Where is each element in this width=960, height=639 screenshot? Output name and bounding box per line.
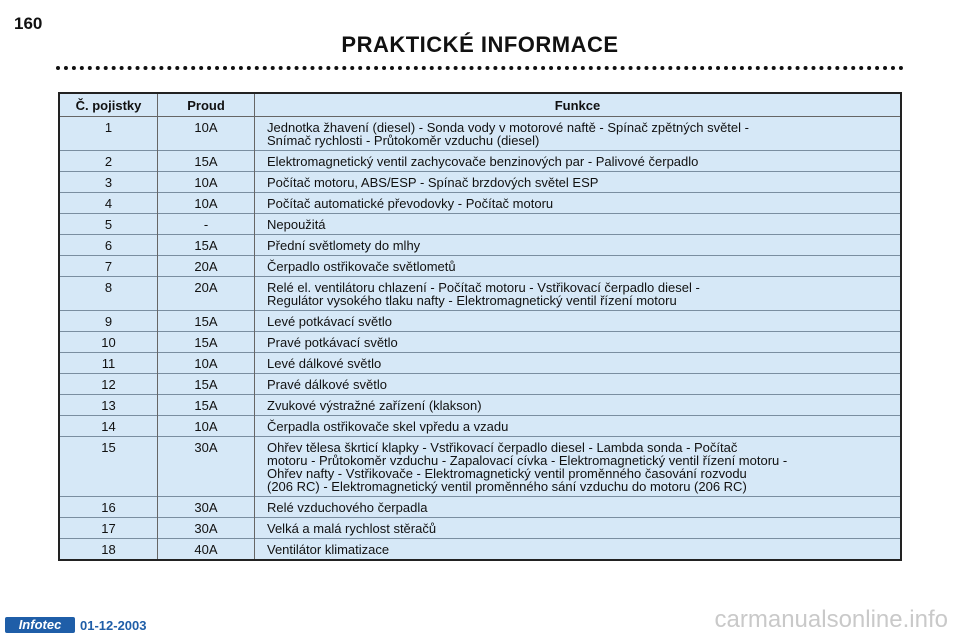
fuse-function <box>255 151 902 172</box>
fuse-function-line: Počítač automatické převodovky - Počítač motoru <box>267 196 554 211</box>
fuse-function-line: Pravé potkávací světlo <box>267 335 398 350</box>
fuse-function-line: Nepoužitá <box>267 217 326 232</box>
fuse-number: 7 <box>59 256 158 277</box>
fuse-function <box>255 539 902 561</box>
fuse-function-line: (206 RC) - Elektromagnetický ventil proměnného sání vzduchu do motoru (206 RC) <box>267 479 747 494</box>
table-row <box>59 374 901 395</box>
fuse-table <box>58 92 902 561</box>
fuse-function <box>255 416 902 437</box>
fuse-function-line: Relé el. ventilátoru chlazení - Počítač motoru - Vstřikovací čerpadlo diesel - <box>267 280 700 295</box>
fuse-function-line: Snímač rychlosti - Průtokoměr vzduchu (diesel) <box>267 133 540 148</box>
table-row <box>59 332 901 353</box>
table-row <box>59 395 901 416</box>
fuse-function <box>255 353 902 374</box>
table-row <box>59 214 901 235</box>
fuse-function <box>255 172 902 193</box>
fuse-number: 12 <box>59 374 158 395</box>
fuse-function-line: Levé potkávací světlo <box>267 314 393 329</box>
fuse-function <box>255 437 902 497</box>
fuse-function-line: Pravé dálkové světlo <box>267 377 387 392</box>
fuse-function <box>255 235 902 256</box>
fuse-number: 14 <box>59 416 158 437</box>
fuse-number: 17 <box>59 518 158 539</box>
fuse-number: 4 <box>59 193 158 214</box>
fuse-number: 15 <box>59 437 158 497</box>
fuse-function-line: Zvukové výstražné zařízení (klakson) <box>267 398 482 413</box>
fuse-current: 30A <box>158 518 255 539</box>
fuse-function-line: motoru - Průtokoměr vzduchu - Zapalovací cívka - Elektromagnetický ventil řízení motoru - <box>267 453 788 468</box>
header-current: Proud <box>158 93 255 117</box>
fuse-current: 30A <box>158 437 255 497</box>
fuse-number: 18 <box>59 539 158 561</box>
fuse-number: 3 <box>59 172 158 193</box>
fuse-current: 15A <box>158 374 255 395</box>
fuse-number: 6 <box>59 235 158 256</box>
fuse-function-line: Relé vzduchového čerpadla <box>267 500 428 515</box>
page-title: PRAKTICKÉ INFORMACE <box>341 32 619 57</box>
fuse-current: 15A <box>158 235 255 256</box>
fuse-number: 9 <box>59 311 158 332</box>
fuse-function <box>255 497 902 518</box>
fuse-function-line: Ohřev nafty - Vstřikovače - Elektromagnetický ventil proměnného časování rozvodu <box>267 466 747 481</box>
fuse-number: 8 <box>59 277 158 311</box>
table-row <box>59 353 901 374</box>
fuse-number: 1 <box>59 117 158 151</box>
fuse-current: 20A <box>158 256 255 277</box>
table-row <box>59 117 901 151</box>
table-row <box>59 235 901 256</box>
table-row <box>59 311 901 332</box>
fuse-number: 2 <box>59 151 158 172</box>
fuse-function-line: Ventilátor klimatizace <box>267 542 390 557</box>
fuse-number: 5 <box>59 214 158 235</box>
fuse-function <box>255 256 902 277</box>
table-row <box>59 539 901 561</box>
table-row <box>59 277 901 311</box>
fuse-number: 10 <box>59 332 158 353</box>
fuse-function <box>255 518 902 539</box>
fuse-function-line: Jednotka žhavení (diesel) - Sonda vody v motorové naftě - Spínač zpětných světel - <box>267 120 749 135</box>
fuse-current: 40A <box>158 539 255 561</box>
fuse-function <box>255 311 902 332</box>
fuse-function-line: Čerpadla ostřikovače skel vpředu a vzadu <box>267 419 509 434</box>
fuse-current: 15A <box>158 332 255 353</box>
fuse-function-line: Přední světlomety do mlhy <box>267 238 421 253</box>
fuse-function-line: Levé dálkové světlo <box>267 356 382 371</box>
fuse-current: 20A <box>158 277 255 311</box>
fuse-current: 10A <box>158 117 255 151</box>
fuse-number: 13 <box>59 395 158 416</box>
fuse-function <box>255 332 902 353</box>
fuse-function <box>255 193 902 214</box>
fuse-current: 15A <box>158 395 255 416</box>
footer-date: 01-12-2003 <box>80 618 147 633</box>
table-header-row <box>59 93 901 117</box>
table-row <box>59 172 901 193</box>
table-row <box>59 416 901 437</box>
fuse-function <box>255 277 902 311</box>
table-row <box>59 437 901 497</box>
fuse-current: 10A <box>158 172 255 193</box>
table-row <box>59 518 901 539</box>
fuse-current: 10A <box>158 353 255 374</box>
fuse-function-line: Velká a malá rychlost stěračů <box>267 521 437 536</box>
table-row <box>59 193 901 214</box>
page-number: 160 <box>14 14 43 33</box>
fuse-function-line: Počítač motoru, ABS/ESP - Spínač brzdových světel ESP <box>267 175 599 190</box>
fuse-function <box>255 214 902 235</box>
fuse-function-line: Ohřev tělesa škrticí klapky - Vstřikovací čerpadlo diesel - Lambda sonda - Počítač <box>267 440 738 455</box>
fuse-function-line: Čerpadlo ostřikovače světlometů <box>267 259 456 274</box>
fuse-function <box>255 395 902 416</box>
fuse-number: 16 <box>59 497 158 518</box>
fuse-current: 10A <box>158 416 255 437</box>
fuse-current: - <box>158 214 255 235</box>
table-row <box>59 497 901 518</box>
fuse-function <box>255 374 902 395</box>
header-function: Funkce <box>255 93 902 117</box>
title-divider <box>56 66 904 70</box>
fuse-function <box>255 117 902 151</box>
fuse-current: 15A <box>158 311 255 332</box>
table-row <box>59 151 901 172</box>
fuse-function-line: Elektromagnetický ventil zachycovače benzinových par - Palivové čerpadlo <box>267 154 699 169</box>
fuse-current: 10A <box>158 193 255 214</box>
header-fuse-number: Č. pojistky <box>59 93 158 117</box>
table-row <box>59 256 901 277</box>
watermark: carmanualsonline.info <box>714 606 948 633</box>
fuse-current: 30A <box>158 497 255 518</box>
fuse-function-line: Regulátor vysokého tlaku nafty - Elektromagnetický ventil řízení motoru <box>267 293 677 308</box>
fuse-number: 11 <box>59 353 158 374</box>
fuse-current: 15A <box>158 151 255 172</box>
infotec-logo: Infotec <box>5 617 75 633</box>
